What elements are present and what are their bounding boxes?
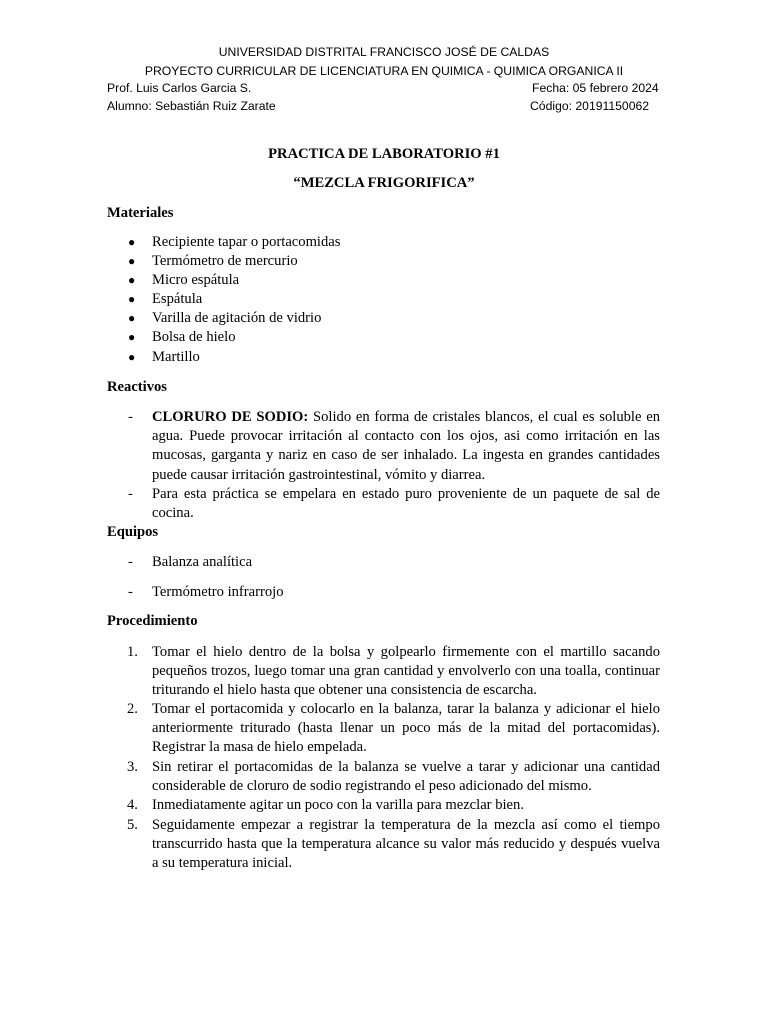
- list-item: [107, 309, 660, 328]
- student-name: Alumno: Sebastián Ruiz Zarate: [107, 99, 276, 113]
- list-item: [107, 348, 660, 367]
- professor-name: Prof. Luis Carlos Garcia S.: [107, 81, 252, 95]
- material-label: Micro espátula: [152, 272, 240, 289]
- step-text: Sin retirar el portacomidas de la balanza se vuelve a tarar y adicionar una cantidad considerable de cloruro de sodio registrando el peso adicionado del mismo.: [152, 759, 660, 795]
- step-number: 3.: [127, 759, 138, 775]
- material-label: Bolsa de hielo: [152, 329, 236, 346]
- procedure-step: [107, 796, 660, 815]
- step-text: Tomar el portacomida y colocarlo en la balanza, tarar la balanza y adicionar el hielo anteriormente triturado (hasta llenar un poco más de la mitad del portacomidas). Registrar la masa de hielo empelada.: [152, 701, 660, 756]
- material-label: Martillo: [152, 348, 200, 365]
- step-text: Tomar el hielo dentro de la bolsa y golpearlo firmemente con el martillo sacando pequeños trozos, luego tomar una gran cantidad y envolverlo con una toalla, continuar triturando el hielo hasta que obtener una consistencia de escarcha.: [152, 644, 660, 699]
- material-label: Espátula: [152, 291, 203, 308]
- dash-marker: -: [128, 584, 133, 600]
- step-number: 2.: [127, 701, 138, 717]
- step-number: 4.: [127, 797, 138, 813]
- equipment-label: Termómetro infrarrojo: [152, 584, 284, 600]
- step-text: Seguidamente empezar a registrar la temperatura de la mezcla así como el tiempo transcurrido hasta que la temperatura alcance su valor más reducido y después vuelva a su temperatura inicial.: [152, 817, 660, 872]
- dash-marker: -: [128, 486, 133, 502]
- material-label: Termómetro de mercurio: [152, 253, 298, 270]
- procedure-step: [107, 700, 660, 758]
- list-item: [107, 290, 660, 309]
- reagent-item: [107, 485, 660, 523]
- bullet-icon: ●: [128, 235, 136, 249]
- step-number: 1.: [127, 644, 138, 660]
- material-label: Recipiente tapar o portacomidas: [152, 234, 341, 250]
- reagent-text: Para esta práctica se empelara en estado puro proveniente de un paquete de sal de cocina.: [152, 486, 660, 522]
- bullet-icon: ●: [128, 349, 136, 364]
- materials-heading: Materiales: [107, 205, 174, 221]
- equipment-label: Balanza analítica: [152, 554, 253, 570]
- reagents-heading: Reactivos: [107, 379, 167, 395]
- procedure-step: [107, 816, 660, 874]
- procedure-step: [107, 758, 660, 796]
- bullet-icon: ●: [128, 254, 136, 269]
- report-date: Fecha: 05 febrero 2024: [532, 81, 659, 95]
- list-item: [107, 252, 660, 271]
- reagent-name: CLORURO DE SODIO:: [152, 409, 309, 425]
- university-name: UNIVERSIDAD DISTRITAL FRANCISCO JOSÉ DE CALDAS: [218, 45, 550, 59]
- procedure-step: [107, 643, 660, 701]
- list-item: [107, 271, 660, 290]
- document-subtitle: “MEZCLA FRIGORIFICA”: [293, 175, 475, 191]
- student-code: Código: 20191150062: [530, 99, 650, 113]
- bullet-icon: ●: [128, 292, 136, 307]
- step-text: Inmediatamente agitar un poco con la varilla para mezclar bien.: [152, 797, 524, 813]
- reagent-text: Solido en forma de cristales blancos, el cual es soluble en agua. Puede provocar irritación al contacto con los ojos, asi como irritación en las mucosas, garganta y nariz en caso de ser inhalado. La ingesta en grandes cantidades puede causar irritación gastrointestinal, vómito y diarrea.: [152, 409, 660, 483]
- bullet-icon: ●: [128, 273, 136, 288]
- procedure-heading: Procedimiento: [107, 613, 198, 629]
- reagent-description: [152, 408, 660, 485]
- reagent-item: [107, 408, 660, 485]
- dash-marker: -: [128, 409, 133, 425]
- equipment-heading: Equipos: [107, 524, 159, 540]
- equipment-item: [107, 553, 660, 572]
- materials-list: [107, 233, 660, 367]
- document-title: PRACTICA DE LABORATORIO #1: [268, 146, 500, 162]
- bullet-icon: ●: [128, 330, 136, 345]
- list-item: [107, 233, 660, 252]
- equipment-item: [107, 583, 660, 602]
- dash-marker: -: [128, 554, 133, 570]
- material-label: Varilla de agitación de vidrio: [152, 310, 322, 327]
- bullet-icon: ●: [128, 311, 136, 326]
- project-name: PROYECTO CURRICULAR DE LICENCIATURA EN QUIMICA - QUIMICA ORGANICA II: [144, 64, 624, 78]
- list-item: [107, 328, 660, 347]
- step-number: 5.: [127, 817, 138, 833]
